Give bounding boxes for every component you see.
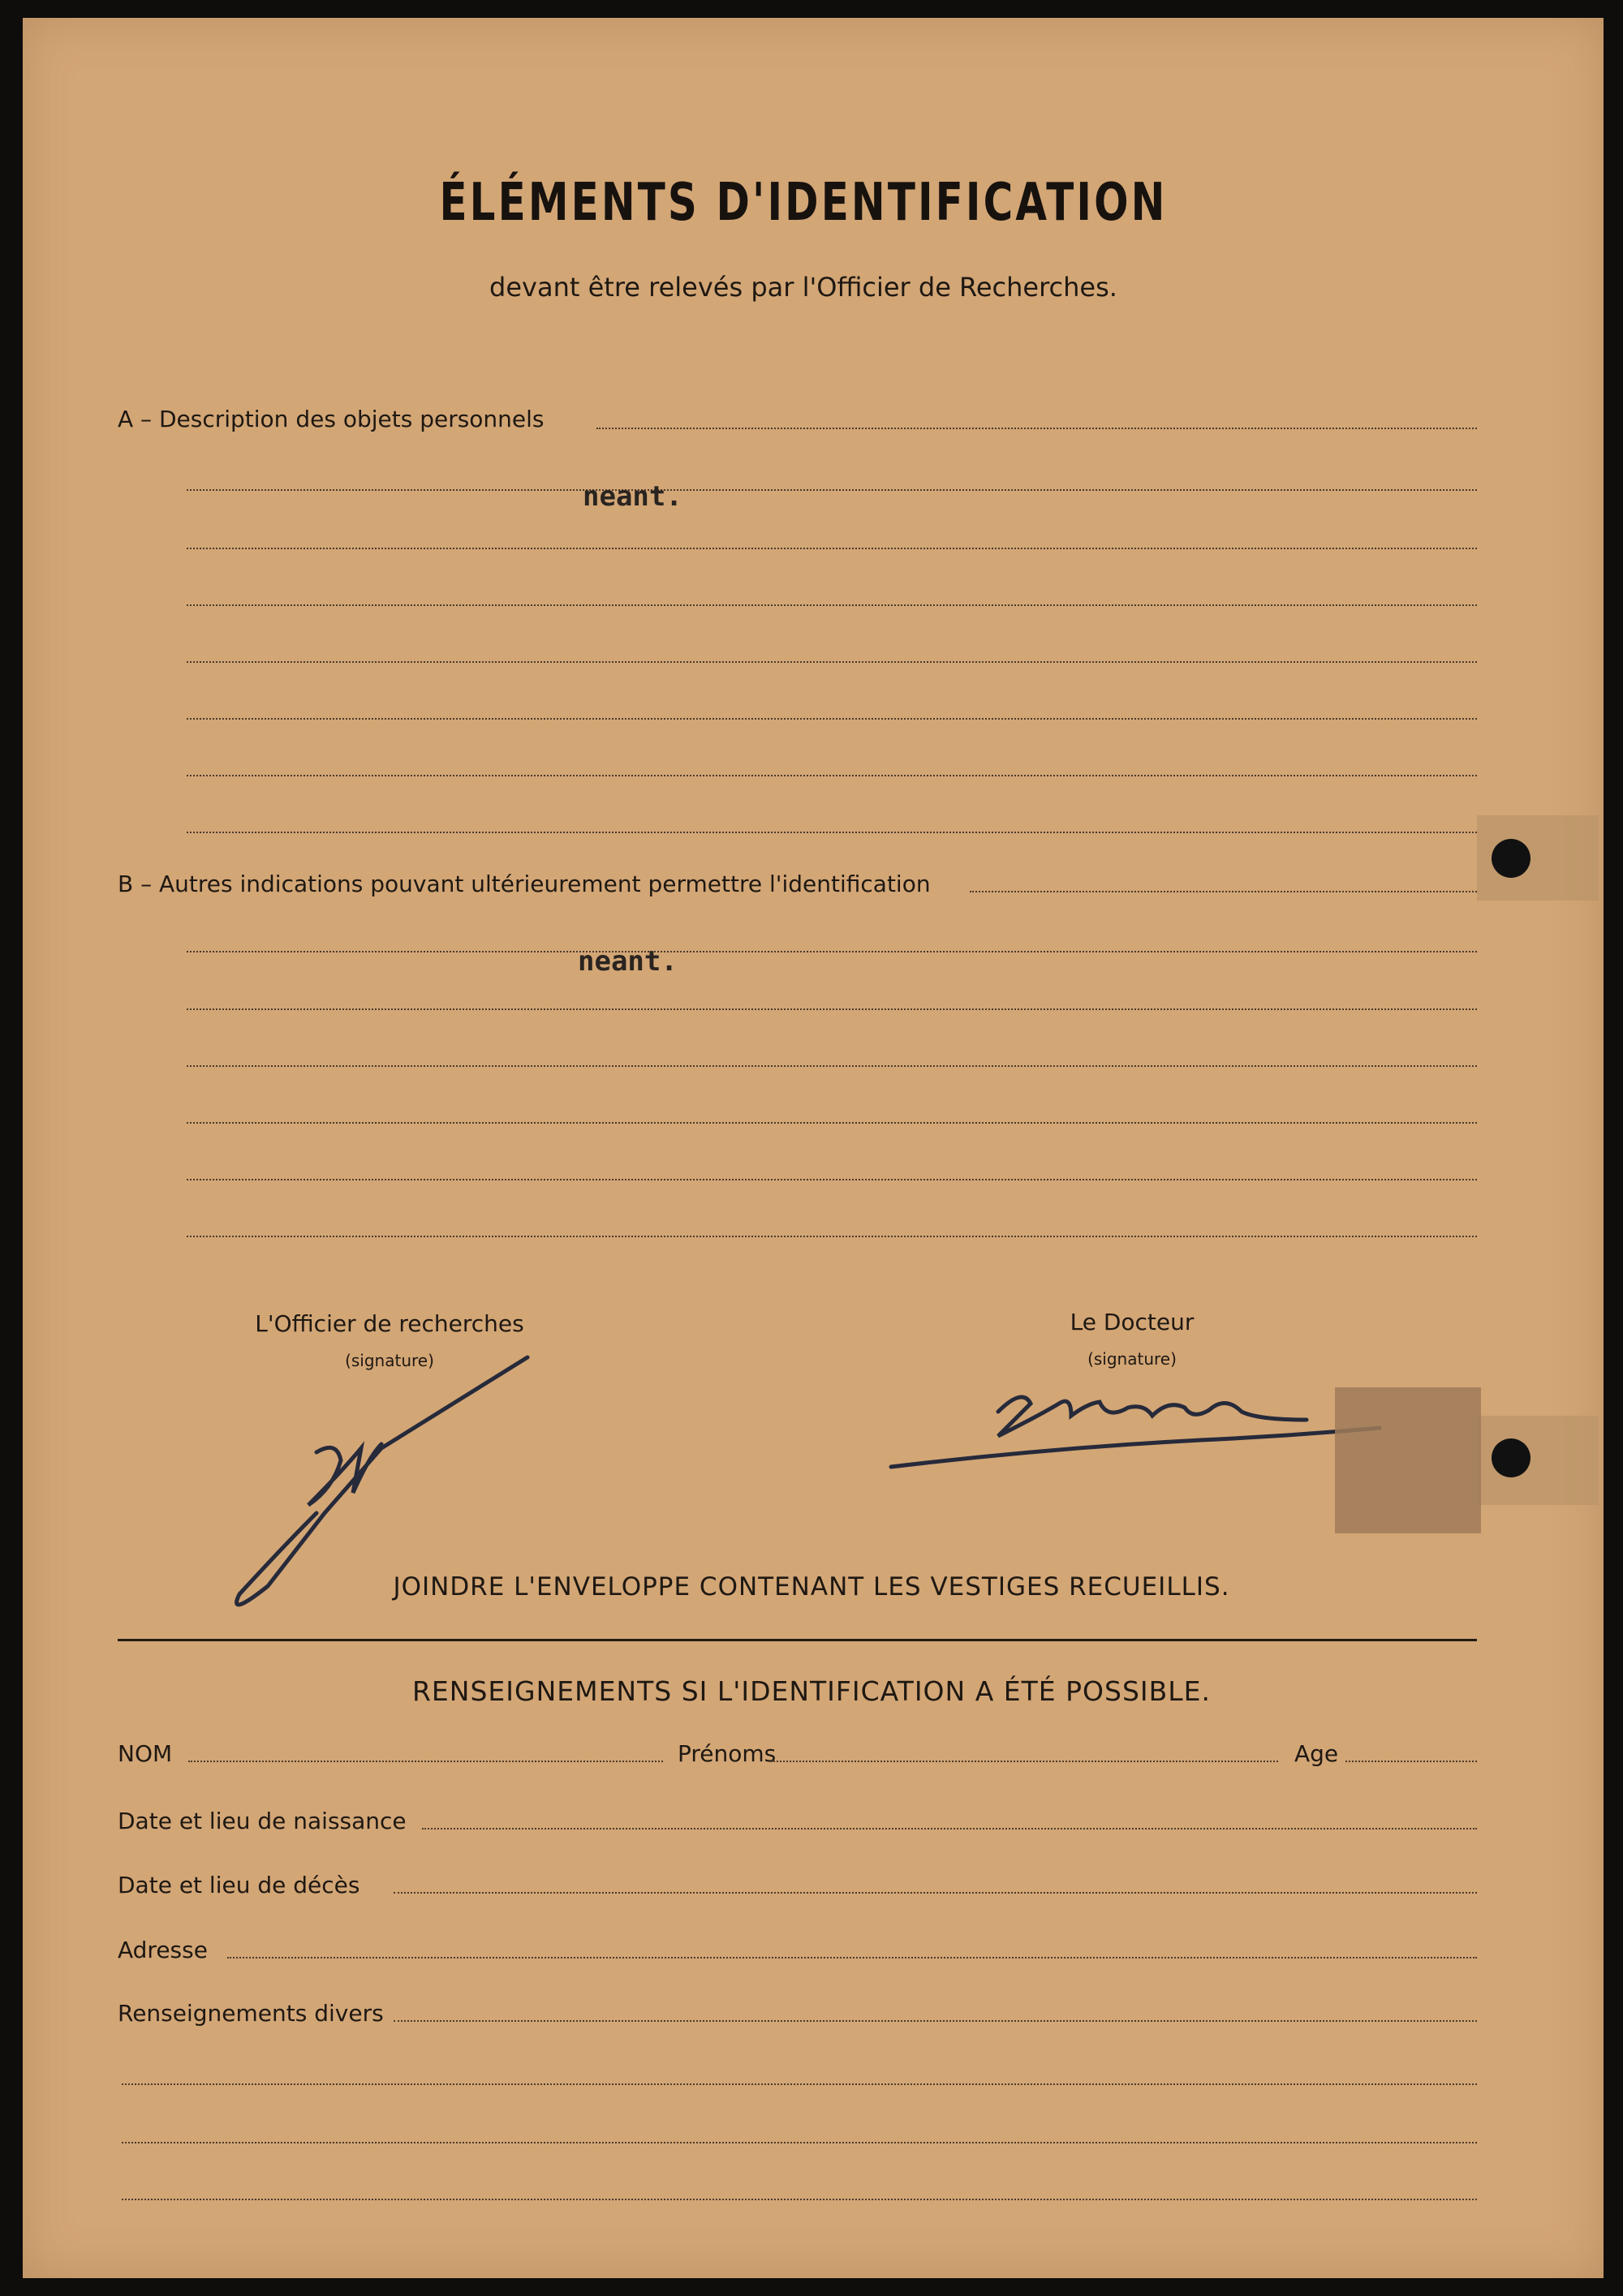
misc-field <box>122 2142 1477 2143</box>
page-subtitle: devant être relevés par l'Officier de Recherches. <box>489 272 1117 303</box>
section-b-line <box>187 1179 1477 1180</box>
doctor-title: Le Docteur <box>1070 1309 1195 1335</box>
section-divider <box>118 1639 1477 1641</box>
birth-field <box>422 1828 1477 1829</box>
section-a-label: A – Description des objets personnels <box>118 406 545 432</box>
section-a-line <box>187 775 1477 776</box>
section-a-typed-value: neant. <box>583 480 682 513</box>
age-label: Age <box>1294 1740 1339 1767</box>
address-label: Adresse <box>118 1937 208 1963</box>
doctor-signature <box>885 1371 1388 1485</box>
prenoms-field <box>771 1761 1278 1762</box>
misc-field <box>394 2020 1477 2022</box>
section-b-line <box>187 1065 1477 1067</box>
officer-title: L'Officier de recherches <box>255 1310 524 1337</box>
misc-field <box>122 2199 1477 2200</box>
document-page <box>23 18 1604 2278</box>
section-b-label: B – Autres indications pouvant ultérieurement permettre l'identification <box>118 871 931 897</box>
section-b-line <box>187 1236 1477 1237</box>
address-field <box>227 1957 1477 1958</box>
doctor-signature-caption: (signature) <box>1087 1349 1177 1369</box>
section-a-line <box>187 832 1477 833</box>
stamp-patch <box>1335 1387 1481 1533</box>
nom-field <box>188 1761 663 1762</box>
section-b-line <box>187 1008 1477 1010</box>
section-b-line <box>970 891 1477 892</box>
page-title: ÉLÉMENTS D'IDENTIFICATION <box>439 173 1168 233</box>
section-a-line <box>187 548 1477 549</box>
section-b-typed-value: neant. <box>578 945 678 978</box>
death-label: Date et lieu de décès <box>118 1872 360 1898</box>
nom-label: NOM <box>118 1740 173 1767</box>
misc-field <box>122 2083 1477 2085</box>
section-a-line <box>187 604 1477 606</box>
death-field <box>394 1892 1477 1894</box>
officer-signature-caption: (signature) <box>345 1351 434 1370</box>
section-a-line <box>187 718 1477 720</box>
section-b-line <box>187 1122 1477 1124</box>
section-b-line <box>187 951 1477 952</box>
punch-hole <box>1492 1438 1530 1477</box>
age-field <box>1345 1761 1477 1762</box>
misc-label: Renseignements divers <box>118 2000 384 2027</box>
birth-label: Date et lieu de naissance <box>118 1808 407 1834</box>
enclose-note: JOINDRE L'ENVELOPPE CONTENANT LES VESTIGES RECUEILLIS. <box>393 1572 1230 1602</box>
section-a-line <box>187 661 1477 663</box>
punch-hole <box>1492 839 1530 878</box>
section-a-line <box>187 489 1477 491</box>
prenoms-label: Prénoms <box>678 1740 777 1767</box>
section-a-line <box>596 428 1477 429</box>
info-heading: RENSEIGNEMENTS SI L'IDENTIFICATION A ÉTÉ POSSIBLE. <box>412 1675 1211 1707</box>
